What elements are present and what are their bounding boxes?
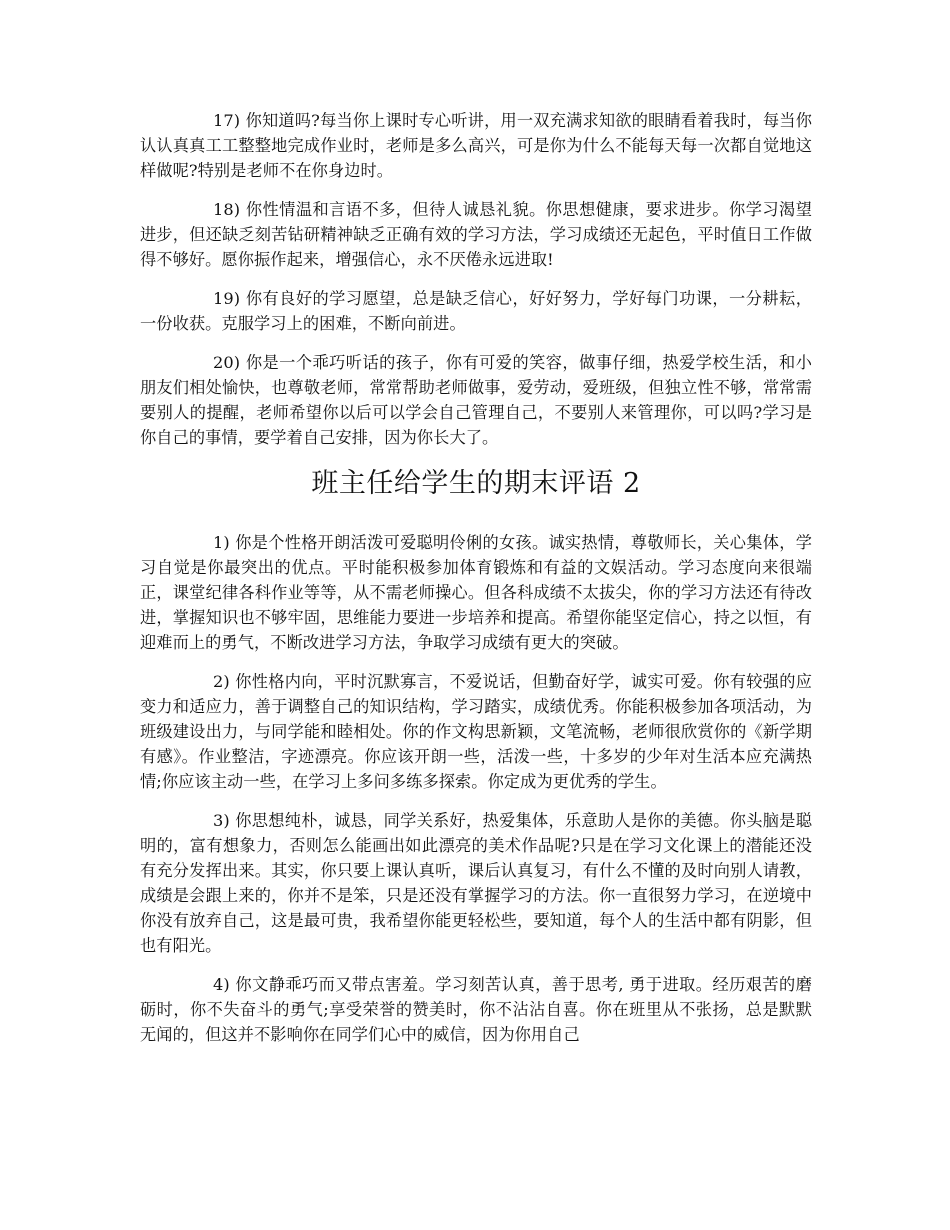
document-page xyxy=(140,108,812,1061)
section-heading: 班主任给学生的期末评语 2 xyxy=(311,468,641,499)
comment-paragraph-17: 17) 你知道吗?每当你上课时专心听讲，用一双充满求知欲的眼睛看着我时，每当你认认真真工工整整地完成作业时，老师是多么高兴，可是你为什么不能每天每一次都自觉地这样做呢?特别是老师不在你身边时。 xyxy=(140,111,812,180)
comment-paragraph-18: 18) 你性情温和言语不多，但待人诚恳礼貌。你思想健康，要求进步。你学习渴望进步，但还缺乏刻苦钻研精神缺乏正确有效的学习方法，学习成绩还无起色，平时值日工作做得不够好。愿你振作起来，增强信心，永不厌倦永远进取! xyxy=(140,200,812,269)
comment-paragraph-4: 4) 你文静乖巧而又带点害羞。学习刻苦认真，善于思考, 勇于进取。经历艰苦的磨砺时，你不失奋斗的勇气;享受荣誉的赞美时，你不沾沾自喜。你在班里从不张扬，总是默默无闻的，但这并不影响你在同学们心中的威信，因为你用自己 xyxy=(140,975,812,1044)
comment-paragraph-19: 19) 你有良好的学习愿望，总是缺乏信心，好好努力，学好每门功课，一分耕耘，一份收获。克服学习上的困难，不断向前进。 xyxy=(140,289,812,333)
comment-paragraph-3: 3) 你思想纯朴，诚恳，同学关系好，热爱集体，乐意助人是你的美德。你头脑是聪明的，富有想象力，否则怎么能画出如此漂亮的美术作品呢?只是在学习文化课上的潜能还没有充分发挥出来。其实，你只要上课认真听，课后认真复习，有什么不懂的及时向别人请教，成绩是会跟上来的，你并不是笨，只是还没有掌握学习的方法。你一直很努力学习，在逆境中你没有放弃自己，这是最可贵，我希望你能更轻松些，要知道，每个人的生活中都有阴影，但也有阳光。 xyxy=(140,811,812,955)
comment-paragraph-20: 20) 你是一个乖巧听话的孩子，你有可爱的笑容，做事仔细，热爱学校生活，和小朋友们相处愉快，也尊敬老师，常常帮助老师做事，爱劳动，爱班级，但独立性不够，常常需要别人的提醒，老师希望你以后可以学会自己管理自己，不要别人来管理你，可以吗?学习是你自己的事情，要学着自己安排，因为你长大了。 xyxy=(140,353,812,447)
comment-paragraph-1: 1) 你是个性格开朗活泼可爱聪明伶俐的女孩。诚实热情，尊敬师长，关心集体，学习自觉是你最突出的优点。平时能积极参加体育锻炼和有益的文娱活动。学习态度向来很端正，课堂纪律各科作业等等，从不需老师操心。但各科成绩不太拔尖，你的学习方法还有待改进，掌握知识也不够牢固，思维能力要进一步培养和提高。希望你能坚定信心，持之以恒，有迎难而上的勇气，不断改进学习方法，争取学习成绩有更大的突破。 xyxy=(140,533,812,652)
comment-paragraph-2: 2) 你性格内向，平时沉默寡言，不爱说话，但勤奋好学，诚实可爱。你有较强的应变力和适应力，善于调整自己的知识结构，学习踏实，成绩优秀。你能积极参加各项活动，为班级建设出力，与同学能和睦相处。你的作文构思新颖，文笔流畅，老师很欣赏你的《新学期有感》。作业整洁，字迹漂亮。你应该开朗一些，活泼一些，十多岁的少年对生活本应充满热情;你应该主动一些，在学习上多问多练多探索。你定成为更优秀的学生。 xyxy=(140,672,812,791)
